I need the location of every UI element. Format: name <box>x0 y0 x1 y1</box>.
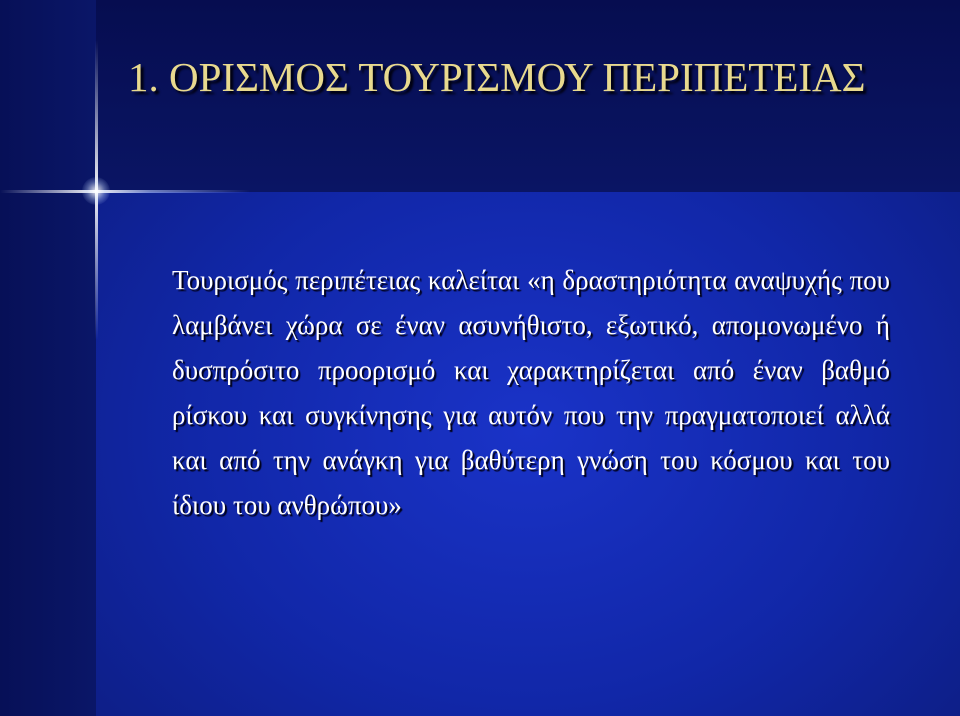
slide-body-text: Τουρισμός περιπέτειας καλείται «η δραστηριότητα αναψυχής που λαμβάνει χώρα σε έναν ασυνήθιστο, εξωτικό, απομονωμένο ή δυσπρόσιτο προορισμό και χαρακτηρίζεται από έναν βαθμό ρίσκου και συγκίνησης για αυτόν που την πραγματοποιεί αλλά και από την ανάγκη για βαθύτερη γνώση του κόσμου και του ίδιου του ανθρώπου» <box>172 265 890 520</box>
left-band <box>0 0 96 716</box>
sparkle-icon <box>82 177 110 205</box>
slide-title: 1. ΟΡΙΣΜΟΣ ΤΟΥΡΙΣΜΟΥ ΠΕΡΙΠΕΤΕΙΑΣ <box>128 54 866 100</box>
sparkle-horizontal <box>0 190 250 193</box>
